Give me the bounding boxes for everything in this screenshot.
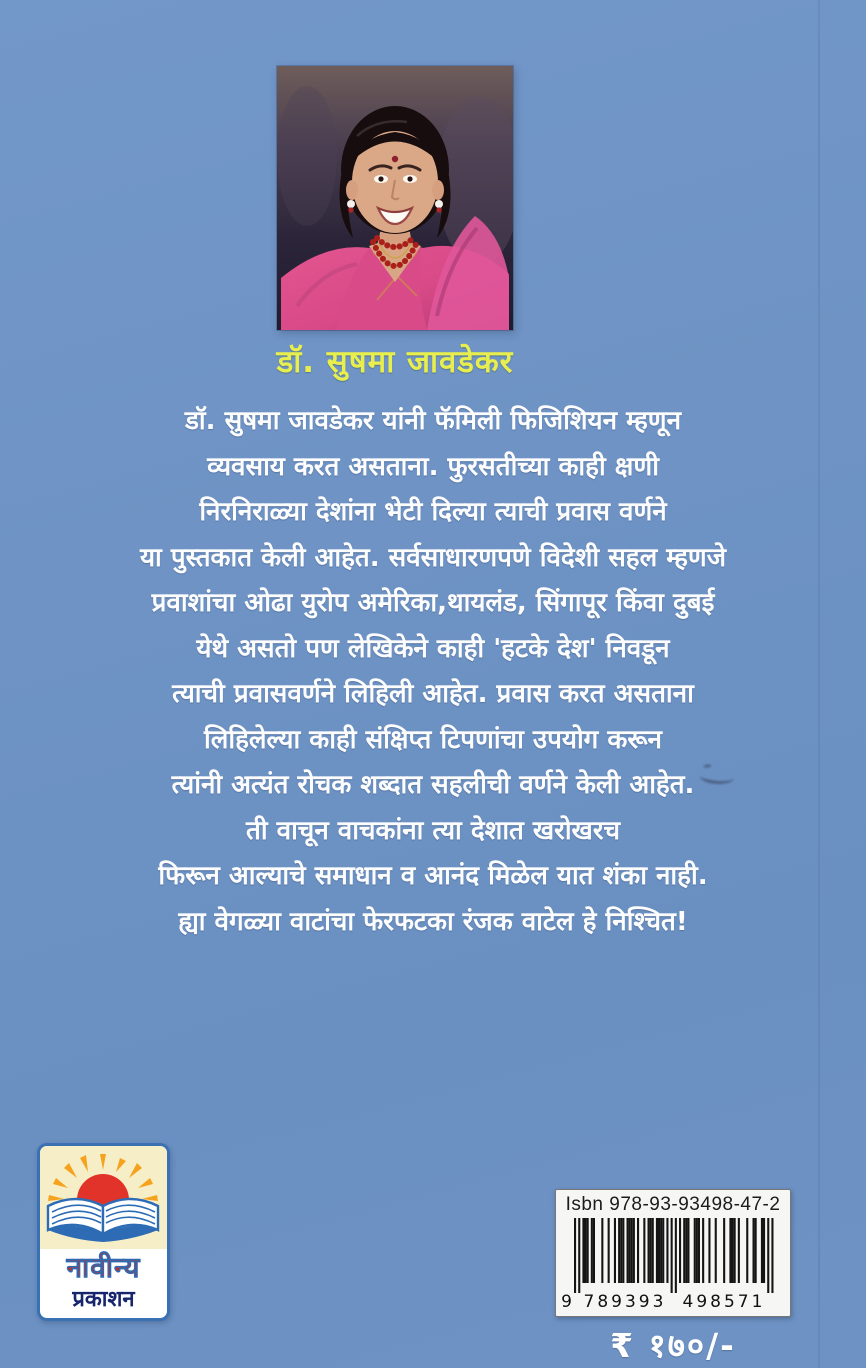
isbn-label: Isbn 978-93-93498-47-2 (565, 1194, 781, 1215)
paragraph-line: या पुस्तकात केली आहेत. सर्वसाधारणपणे विदेशी सहल म्हणजे (139, 542, 727, 573)
ean13-barcode (560, 1217, 786, 1311)
open-book-icon (48, 1199, 158, 1242)
paragraph-line: लिहिलेल्या काही संक्षिप्त टिपणांचा उपयोग करून (204, 724, 662, 755)
paragraph-line: त्यांनी अत्यंत रोचक शब्दात सहलीची वर्णने केली आहेत. (171, 770, 695, 800)
paragraph-line: ह्या वेगळ्या वाटांचा फेरफटका रंजक वाटेल हे निश्चित! (178, 906, 688, 937)
publisher-emblem (40, 1146, 167, 1249)
publisher-name: नावीन्य (66, 1251, 141, 1284)
barcode-digits-right: 498571 (682, 1292, 766, 1311)
sun-book-emblem (40, 1146, 167, 1249)
paragraph-line: त्याची प्रवासवर्णने लिहिली आहेत. प्रवास करत असताना (172, 679, 694, 709)
paragraph-line: प्रवाशांचा ओढा युरोप अमेरिका,थायलंड, सिंगापूर किंवा दुबई (151, 588, 715, 618)
author-name: डॉ. सुषमा जावडेकर (276, 344, 514, 380)
author-portrait-illustration (277, 66, 513, 330)
paragraph-line: निरनिराळ्या देशांना भेटी दिल्या त्याची प्रवास वर्णने (199, 497, 667, 527)
about-author-paragraph (43, 399, 823, 945)
barcode-digit-first: 9 (561, 1292, 572, 1311)
author-photo (277, 66, 513, 330)
barcode-digits-left: 789393 (583, 1292, 667, 1311)
paragraph-line: येथे असतो पण लेखिकेने काही 'हटके देश' निवडून (196, 633, 670, 664)
barcode-panel (555, 1189, 791, 1317)
publisher-type: प्रकाशन (72, 1287, 135, 1312)
price-label: ₹ १७०/- (610, 1326, 736, 1365)
paragraph-line: व्यवसाय करत असताना. फुरसतीच्या काही क्षणी (207, 451, 659, 482)
paragraph-line: फिरून आल्याचे समाधान व आनंद मिळेल यात शंका नाही. (158, 861, 708, 891)
paragraph-line: डॉ. सुषमा जावडेकर यांनी फॅमिली फिजिशियन म्हणून (185, 406, 681, 436)
publisher-logo (37, 1143, 170, 1321)
paragraph-line: ती वाचून वाचकांना त्या देशात खरोखरच (246, 815, 620, 846)
